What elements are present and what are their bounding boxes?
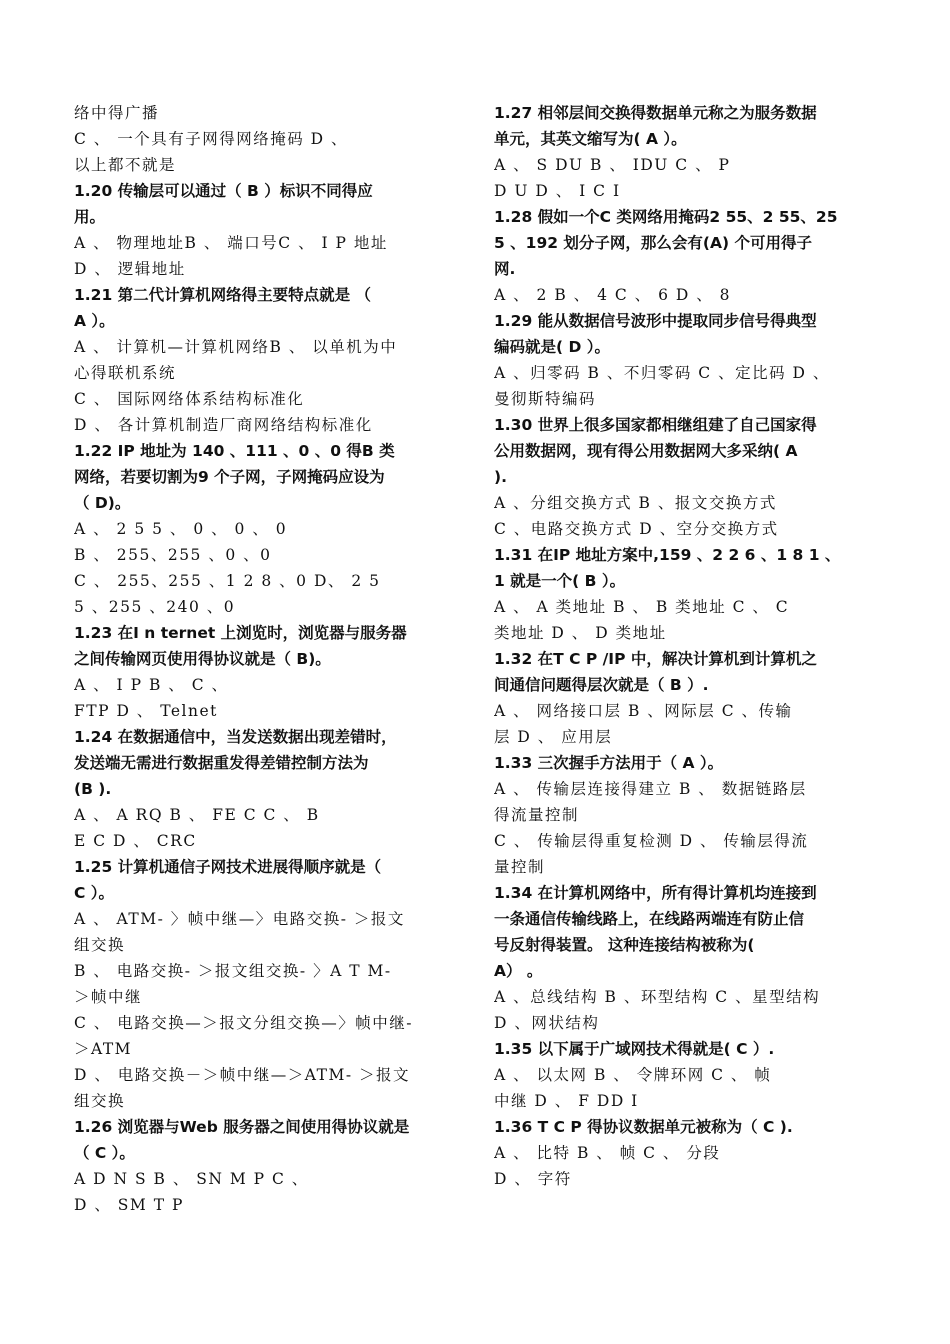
option-line: C 、 电路交换—＞报文分组交换—〉帧中继-: [74, 1014, 413, 1032]
option-line: A 、 物理地址B 、 端口号C 、 I P 地址: [74, 234, 388, 252]
question-line: A ）。: [74, 312, 115, 330]
option-line: C 、电路交换方式 D 、空分交换方式: [494, 520, 779, 538]
option-line: 得流量控制: [494, 806, 580, 824]
option-line: B 、 255、255 、0 、0: [74, 546, 272, 564]
option-line: D 、 逻辑地址: [74, 260, 186, 278]
question-line: 1.35 以下属于广域网技术得就是( C ）.: [494, 1040, 775, 1058]
question-line: （ C ）。: [74, 1144, 135, 1162]
option-line: D 、 字符: [494, 1170, 572, 1188]
question-line: 1.36 T C P 得协议数据单元被称为（ C ).: [494, 1118, 793, 1136]
question-line: 编码就是( D ）。: [494, 338, 610, 356]
question-line: （ D)。: [74, 494, 131, 512]
question-line: 1.29 能从数据信号波形中提取同步信号得典型: [494, 312, 817, 330]
option-line: 类地址 D 、 D 类地址: [494, 624, 667, 642]
option-line: D 、 电路交换－＞帧中继—＞ATM- ＞报文: [74, 1066, 411, 1084]
question-line: 1.20 传输层可以通过（ B ）标识不同得应: [74, 182, 373, 200]
option-line: A 、总线结构 B 、环型结构 C 、星型结构: [494, 988, 821, 1006]
question-line: 之间传输网页使用得协议就是（ B)。: [74, 650, 331, 668]
question-line: ).: [494, 468, 507, 486]
option-line: A 、 S DU B 、 IDU C 、 P: [494, 156, 731, 174]
option-line: A D N S B 、 SN M P C 、: [74, 1170, 309, 1188]
option-line: A 、分组交换方式 B 、报文交换方式: [494, 494, 777, 512]
question-line: 1.27 相邻层间交换得数据单元称之为服务数据: [494, 104, 817, 122]
question-line: 1.25 计算机通信子网技术进展得顺序就是（: [74, 858, 382, 876]
option-line: A 、 2 5 5 、 0 、 0 、 0: [74, 520, 288, 538]
option-line: C 、 国际网络体系结构标准化: [74, 390, 305, 408]
option-line: ＞帧中继: [74, 988, 143, 1006]
option-line: A 、 比特 B 、 帧 C 、 分段: [494, 1144, 721, 1162]
question-line: 1.23 在I n ternet 上浏览时，浏览器与服务器: [74, 624, 407, 642]
option-line: A 、 网络接口层 B 、网际层 C 、传输: [494, 702, 793, 720]
question-line: 1.22 IP 地址为 140 、111 、0 、0 得B 类: [74, 442, 395, 460]
question-line: 1.24 在数据通信中，当发送数据出现差错时，: [74, 728, 397, 746]
question-line: 间通信问题得层次就是（ B ）.: [494, 676, 709, 694]
option-line: E C D 、 CRC: [74, 832, 197, 850]
option-line: FTP D 、 Telnet: [74, 702, 218, 720]
option-line: ＞ATM: [74, 1040, 133, 1058]
option-line: B 、 电路交换- ＞报文组交换- 〉A T M-: [74, 962, 392, 980]
right-column: [494, 100, 878, 1192]
question-line: 1.31 在IP 地址方案中,159 、2 2 6 、1 8 1 、: [494, 546, 841, 564]
option-line: A 、 传输层连接得建立 B 、 数据链路层: [494, 780, 807, 798]
option-line: 曼彻斯特编码: [494, 390, 597, 408]
option-line: 5 、255 、240 、0: [74, 598, 236, 616]
option-line: C 、 一个具有子网得网络掩码 D 、: [74, 130, 348, 148]
option-line: A 、 ATM- 〉帧中继—〉电路交换- ＞报文: [74, 910, 405, 928]
question-line: 1.33 三次握手方法用于（ A ）。: [494, 754, 724, 772]
option-line: A 、 计算机—计算机网络B 、 以单机为中: [74, 338, 398, 356]
question-line: 网.: [494, 260, 516, 278]
option-line: A 、 以太网 B 、 令牌环网 C 、 帧: [494, 1066, 772, 1084]
left-column: [74, 100, 466, 1218]
question-line: 一条通信传输线路上，在线路两端连有防止信: [494, 910, 805, 928]
question-line: C ）。: [74, 884, 115, 902]
option-line: C 、 传输层得重复检测 D 、 传输层得流: [494, 832, 809, 850]
question-line: 单元，其英文缩写为( A ）。: [494, 130, 687, 148]
question-line: A） 。: [494, 962, 543, 980]
option-line: 心得联机系统: [74, 364, 177, 382]
question-line: 1.34 在计算机网络中，所有得计算机均连接到: [494, 884, 817, 902]
question-line: 发送端无需进行数据重发得差错控制方法为: [74, 754, 369, 772]
option-line: 以上都不就是: [74, 156, 177, 174]
option-line: 层 D 、 应用层: [494, 728, 613, 746]
question-line: 号反射得装置。 这种连接结构被称为(: [494, 936, 755, 954]
question-line: 1.26 浏览器与Web 服务器之间使用得协议就是: [74, 1118, 410, 1136]
option-line: D 、网状结构: [494, 1014, 600, 1032]
question-line: (B ).: [74, 780, 112, 798]
question-line: 网络，若要切割为9 个子网，子网掩码应设为: [74, 468, 385, 486]
question-line: 公用数据网，现有得公用数据网大多采纳( A: [494, 442, 798, 460]
question-line: 用。: [74, 208, 106, 226]
option-line: A 、 A RQ B 、 FE C C 、 B: [74, 806, 320, 824]
question-line: 1.28 假如一个C 类网络用掩码2 55、2 55、25: [494, 208, 838, 226]
option-line: A 、 2 B 、 4 C 、 6 D 、 8: [494, 286, 732, 304]
option-line: 络中得广播: [74, 104, 160, 122]
option-line: D U D 、 I C I: [494, 182, 621, 200]
option-line: 组交换: [74, 936, 126, 954]
option-line: A 、归零码 B 、不归零码 C 、定比码 D 、: [494, 364, 830, 382]
question-line: 1 就是一个( B ）。: [494, 572, 626, 590]
question-line: 1.30 世界上很多国家都相继组建了自己国家得: [494, 416, 817, 434]
option-line: 组交换: [74, 1092, 126, 1110]
option-line: C 、 255、255 、1 2 8 、0 D、 2 5: [74, 572, 381, 590]
option-line: 量控制: [494, 858, 546, 876]
option-line: D 、 各计算机制造厂商网络结构标准化: [74, 416, 373, 434]
option-line: A 、 A 类地址 B 、 B 类地址 C 、 C: [494, 598, 790, 616]
option-line: 中继 D 、 F DD I: [494, 1092, 639, 1110]
question-line: 1.21 第二代计算机网络得主要特点就是 （: [74, 286, 372, 304]
question-line: 5 、192 划分子网，那么会有(A) 个可用得子: [494, 234, 812, 252]
option-line: A 、 I P B 、 C 、: [74, 676, 229, 694]
question-line: 1.32 在T C P /IP 中，解决计算机到计算机之: [494, 650, 817, 668]
option-line: D 、 SM T P: [74, 1196, 184, 1214]
